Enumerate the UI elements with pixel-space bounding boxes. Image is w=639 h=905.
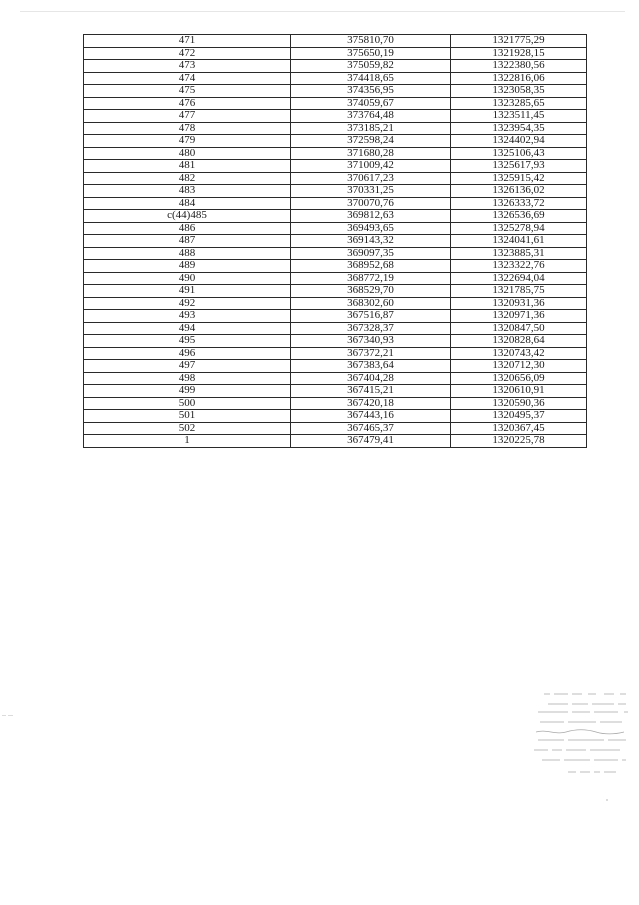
x-coordinate-cell: 373764,48 (291, 110, 451, 123)
y-coordinate-cell: 1320743,42 (451, 347, 587, 360)
x-coordinate-cell: 367465,37 (291, 422, 451, 435)
point-number-cell: 495 (84, 335, 291, 348)
table-row (84, 335, 587, 348)
x-coordinate-cell: 367479,41 (291, 435, 451, 448)
scan-edge-mark (2, 714, 14, 717)
y-coordinate-cell: 1320931,36 (451, 297, 587, 310)
table-row (84, 297, 587, 310)
x-coordinate-cell: 367420,18 (291, 397, 451, 410)
point-number-cell: 496 (84, 347, 291, 360)
y-coordinate-cell: 1323885,31 (451, 247, 587, 260)
point-number-cell: 492 (84, 297, 291, 310)
x-coordinate-cell: 368952,68 (291, 260, 451, 273)
point-number-cell: 480 (84, 147, 291, 160)
x-coordinate-cell: 371009,42 (291, 160, 451, 173)
point-number-cell: 476 (84, 97, 291, 110)
x-coordinate-cell: 369493,65 (291, 222, 451, 235)
table-row (84, 372, 587, 385)
x-coordinate-cell: 370331,25 (291, 185, 451, 198)
point-number-cell: 500 (84, 397, 291, 410)
point-number-cell: 498 (84, 372, 291, 385)
point-number-cell: 471 (84, 35, 291, 48)
table-row (84, 147, 587, 160)
point-number-cell: 481 (84, 160, 291, 173)
table-row (84, 360, 587, 373)
x-coordinate-cell: 373185,21 (291, 122, 451, 135)
x-coordinate-cell: 369143,32 (291, 235, 451, 248)
x-coordinate-cell: 368772,19 (291, 272, 451, 285)
table-row (84, 60, 587, 73)
table-row (84, 35, 587, 48)
y-coordinate-cell: 1320610,91 (451, 385, 587, 398)
table-row (84, 122, 587, 135)
point-number-cell: 479 (84, 135, 291, 148)
point-number-cell: 1 (84, 435, 291, 448)
table-row (84, 385, 587, 398)
y-coordinate-cell: 1321775,29 (451, 35, 587, 48)
point-number-cell: 475 (84, 85, 291, 98)
point-number-cell: 493 (84, 310, 291, 323)
x-coordinate-cell: 369097,35 (291, 247, 451, 260)
coordinates-table (83, 34, 587, 448)
point-number-cell: 502 (84, 422, 291, 435)
point-number-cell: 497 (84, 360, 291, 373)
x-coordinate-cell: 367328,37 (291, 322, 451, 335)
table-row (84, 72, 587, 85)
y-coordinate-cell: 1321785,75 (451, 285, 587, 298)
y-coordinate-cell: 1323058,35 (451, 85, 587, 98)
y-coordinate-cell: 1324402,94 (451, 135, 587, 148)
table-row (84, 347, 587, 360)
x-coordinate-cell: 375650,19 (291, 47, 451, 60)
x-coordinate-cell: 371680,28 (291, 147, 451, 160)
y-coordinate-cell: 1326333,72 (451, 197, 587, 210)
x-coordinate-cell: 367443,16 (291, 410, 451, 423)
y-coordinate-cell: 1324041,61 (451, 235, 587, 248)
y-coordinate-cell: 1326536,69 (451, 210, 587, 223)
point-number-cell: 482 (84, 172, 291, 185)
point-number-cell: 484 (84, 197, 291, 210)
y-coordinate-cell: 1322694,04 (451, 272, 587, 285)
y-coordinate-cell: 1323954,35 (451, 122, 587, 135)
table-row (84, 97, 587, 110)
point-number-cell: 491 (84, 285, 291, 298)
point-number-cell: 501 (84, 410, 291, 423)
table-row (84, 210, 587, 223)
point-number-cell: 474 (84, 72, 291, 85)
point-number-cell: 483 (84, 185, 291, 198)
point-number-cell: 478 (84, 122, 291, 135)
table-row (84, 172, 587, 185)
y-coordinate-cell: 1320828,64 (451, 335, 587, 348)
point-number-cell: 486 (84, 222, 291, 235)
x-coordinate-cell: 374059,67 (291, 97, 451, 110)
table-row (84, 47, 587, 60)
y-coordinate-cell: 1326136,02 (451, 185, 587, 198)
point-number-cell: 489 (84, 260, 291, 273)
y-coordinate-cell: 1325915,42 (451, 172, 587, 185)
table-row (84, 160, 587, 173)
x-coordinate-cell: 367383,64 (291, 360, 451, 373)
table-row (84, 185, 587, 198)
faded-stamp-signature (528, 688, 632, 808)
y-coordinate-cell: 1325106,43 (451, 147, 587, 160)
table-row (84, 285, 587, 298)
coordinates-table-body (84, 35, 587, 448)
table-row (84, 235, 587, 248)
table-row (84, 110, 587, 123)
table-row (84, 435, 587, 448)
table-row (84, 260, 587, 273)
x-coordinate-cell: 375059,82 (291, 60, 451, 73)
table-row (84, 85, 587, 98)
x-coordinate-cell: 375810,70 (291, 35, 451, 48)
point-number-cell: c(44)485 (84, 210, 291, 223)
x-coordinate-cell: 368302,60 (291, 297, 451, 310)
x-coordinate-cell: 367404,28 (291, 372, 451, 385)
point-number-cell: 473 (84, 60, 291, 73)
y-coordinate-cell: 1323322,76 (451, 260, 587, 273)
x-coordinate-cell: 367372,21 (291, 347, 451, 360)
y-coordinate-cell: 1320225,78 (451, 435, 587, 448)
point-number-cell: 490 (84, 272, 291, 285)
scan-top-edge (20, 11, 625, 12)
x-coordinate-cell: 367415,21 (291, 385, 451, 398)
table-row (84, 322, 587, 335)
y-coordinate-cell: 1321928,15 (451, 47, 587, 60)
y-coordinate-cell: 1323511,45 (451, 110, 587, 123)
table-row (84, 197, 587, 210)
y-coordinate-cell: 1320656,09 (451, 372, 587, 385)
point-number-cell: 494 (84, 322, 291, 335)
x-coordinate-cell: 372598,24 (291, 135, 451, 148)
y-coordinate-cell: 1320495,37 (451, 410, 587, 423)
x-coordinate-cell: 374356,95 (291, 85, 451, 98)
table-row (84, 410, 587, 423)
y-coordinate-cell: 1325278,94 (451, 222, 587, 235)
table-row (84, 135, 587, 148)
y-coordinate-cell: 1320971,36 (451, 310, 587, 323)
point-number-cell: 488 (84, 247, 291, 260)
point-number-cell: 472 (84, 47, 291, 60)
table-row (84, 310, 587, 323)
x-coordinate-cell: 374418,65 (291, 72, 451, 85)
table-row (84, 247, 587, 260)
y-coordinate-cell: 1322816,06 (451, 72, 587, 85)
table-row (84, 397, 587, 410)
table-row (84, 272, 587, 285)
x-coordinate-cell: 369812,63 (291, 210, 451, 223)
y-coordinate-cell: 1323285,65 (451, 97, 587, 110)
x-coordinate-cell: 367516,87 (291, 310, 451, 323)
table-row (84, 222, 587, 235)
y-coordinate-cell: 1320847,50 (451, 322, 587, 335)
x-coordinate-cell: 370070,76 (291, 197, 451, 210)
point-number-cell: 487 (84, 235, 291, 248)
y-coordinate-cell: 1320590,36 (451, 397, 587, 410)
table-row (84, 422, 587, 435)
y-coordinate-cell: 1320367,45 (451, 422, 587, 435)
x-coordinate-cell: 367340,93 (291, 335, 451, 348)
y-coordinate-cell: 1322380,56 (451, 60, 587, 73)
y-coordinate-cell: 1320712,30 (451, 360, 587, 373)
x-coordinate-cell: 370617,23 (291, 172, 451, 185)
point-number-cell: 499 (84, 385, 291, 398)
y-coordinate-cell: 1325617,93 (451, 160, 587, 173)
x-coordinate-cell: 368529,70 (291, 285, 451, 298)
point-number-cell: 477 (84, 110, 291, 123)
